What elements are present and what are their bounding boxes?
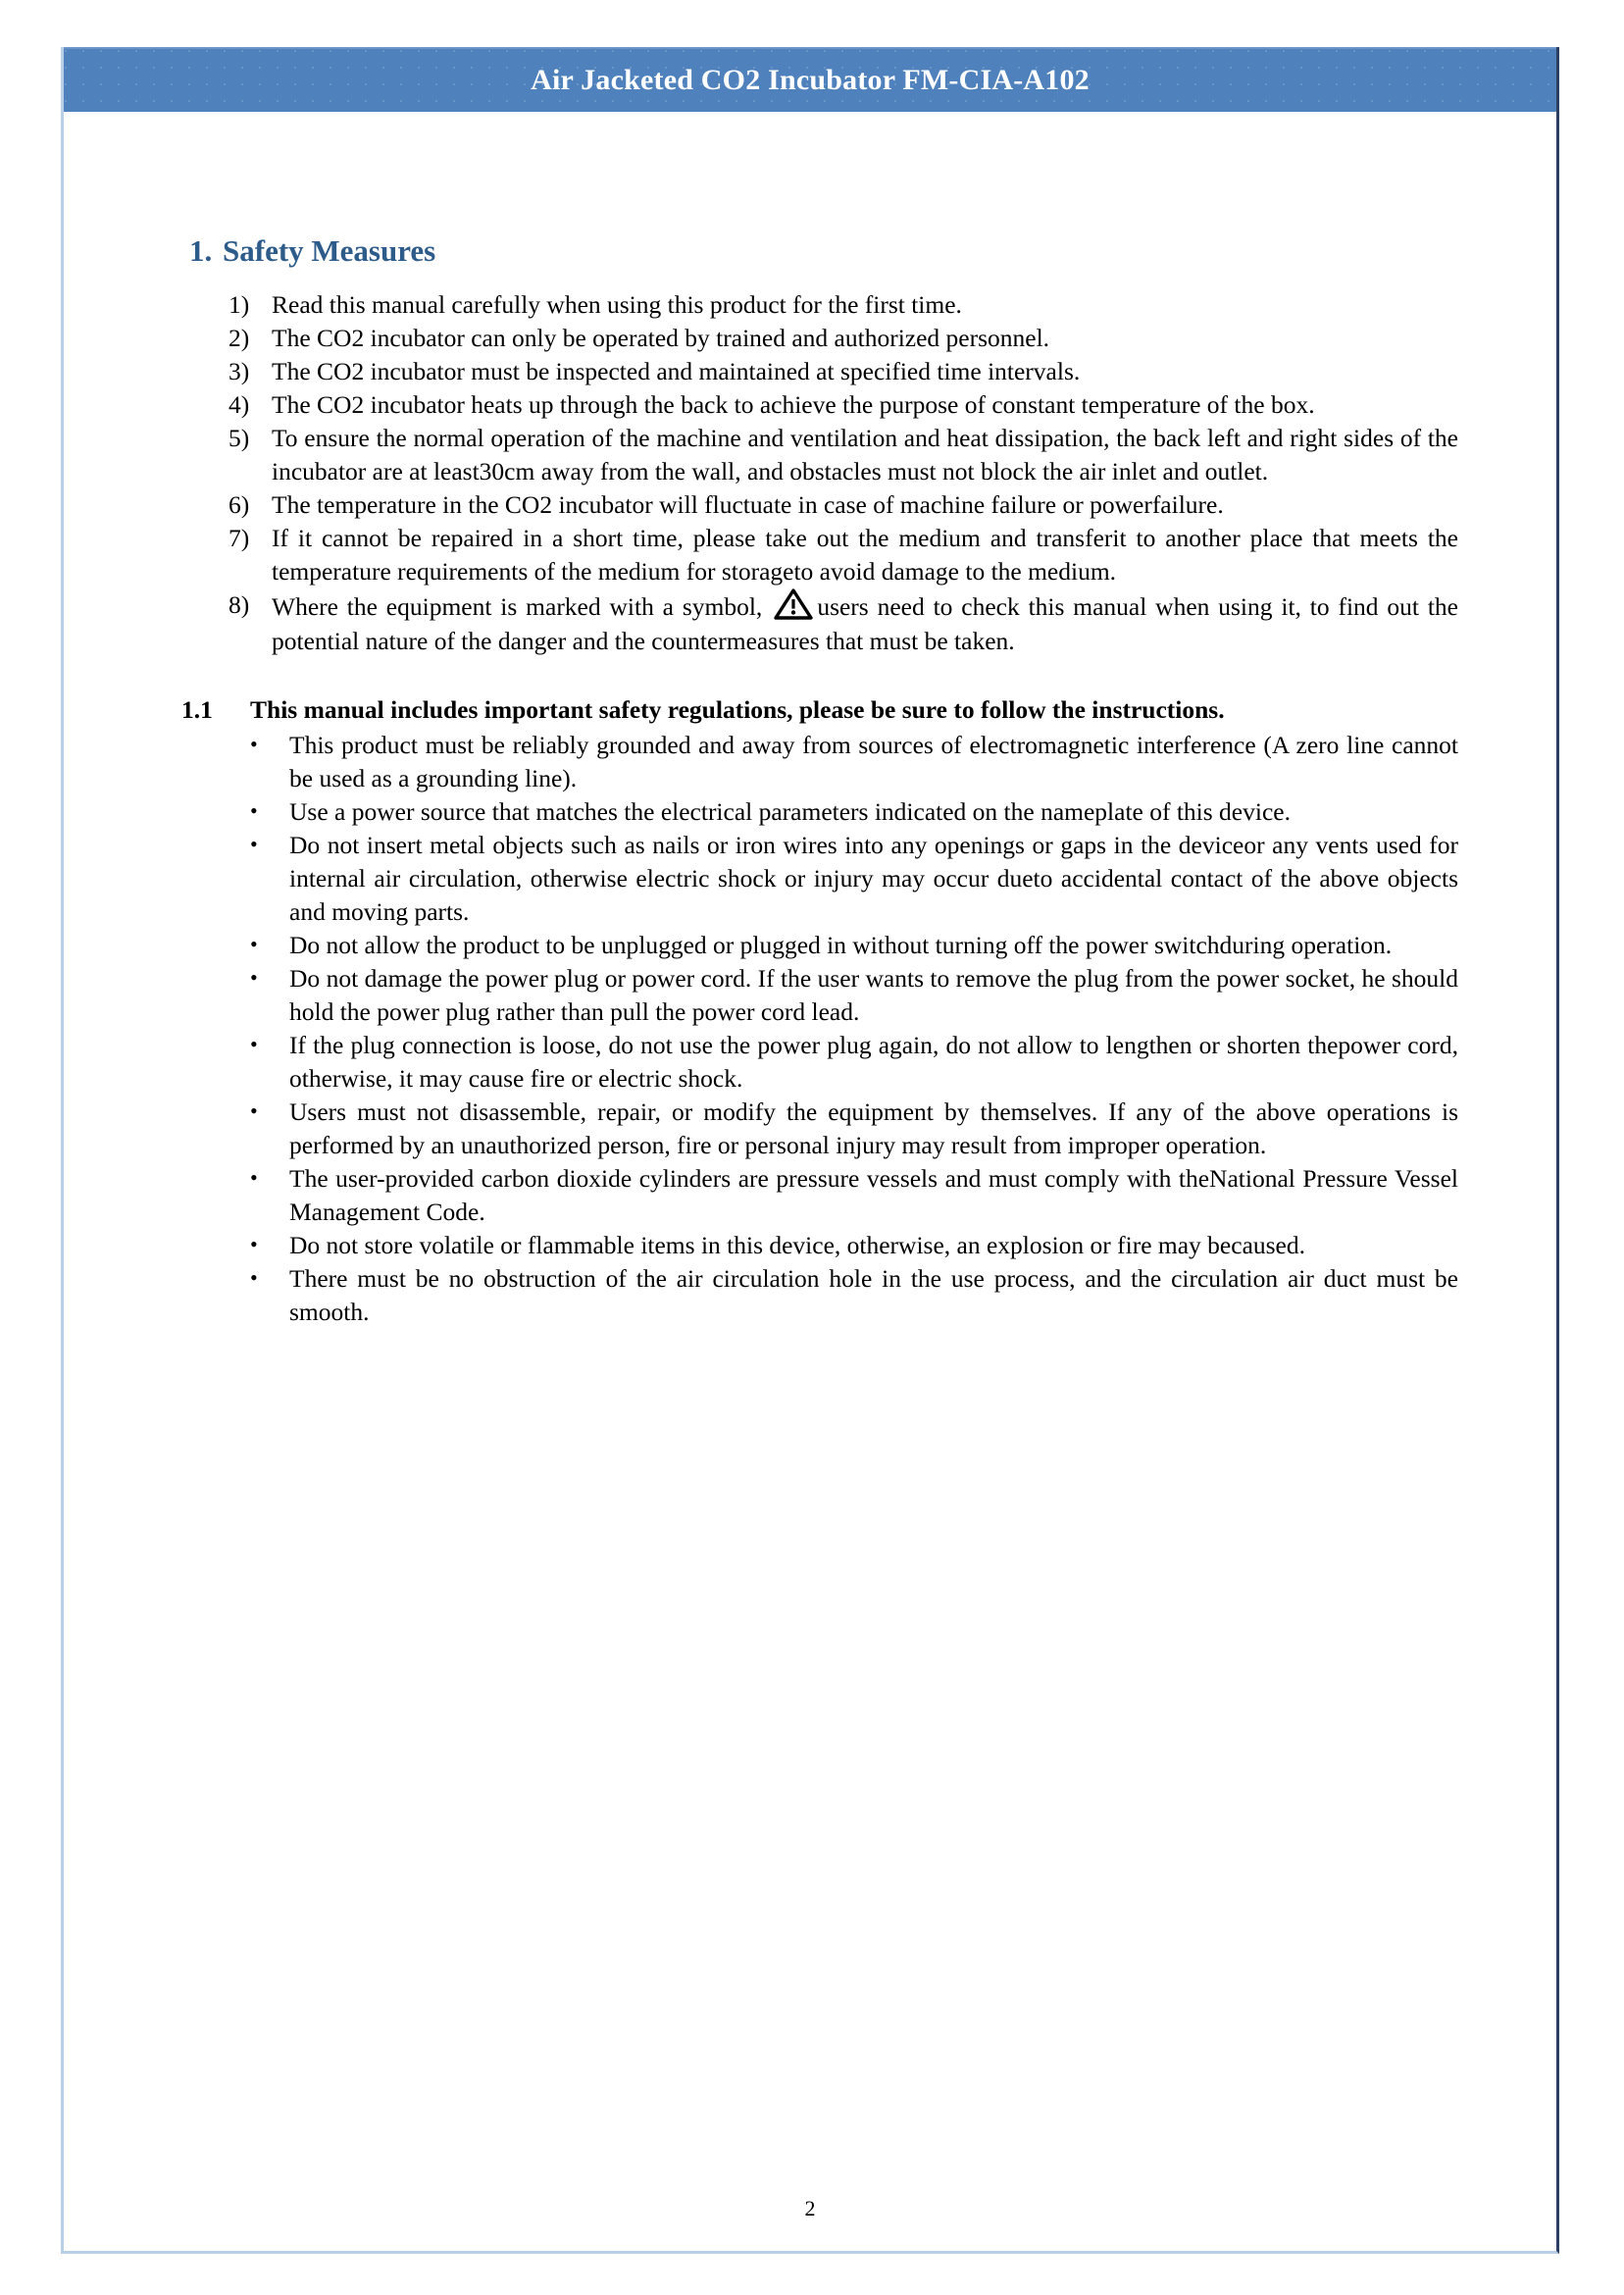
bullet-icon: • (250, 1265, 258, 1291)
list-marker: 4) (228, 390, 250, 420)
document-title: Air Jacketed CO2 Incubator FM-CIA-A102 (531, 64, 1090, 96)
list-marker: 8) (228, 590, 250, 620)
subsection-title: This manual includes important safety regulations, please be sure to follow the instructions. (250, 694, 1225, 724)
list-item-text: Users must not disassemble, repair, or modify the equipment by themselves. If any of the above operations is performed by an unauthorized person, fire or personal injury may result from improper operation. (289, 1097, 1458, 1160)
bullet-icon: • (250, 965, 258, 991)
list-item (64, 388, 1556, 422)
list-item-text: This product must be reliably grounded and away from sources of electromagnetic interference (A zero line cannot be used as a grounding line). (289, 730, 1458, 792)
safety-regulations-list (64, 729, 1556, 1330)
list-item (64, 1229, 1556, 1262)
list-item-text: Do not insert metal objects such as nails or iron wires into any openings or gaps in the deviceor any vents used for internal air circulation, otherwise electric shock or injury may occur dueto accidental contact of the above objects and moving parts. (289, 831, 1458, 927)
list-item-text: Do not damage the power plug or power cord. If the user wants to remove the plug from the power socket, he should hold the power plug rather than pull the power cord lead. (289, 964, 1458, 1027)
list-item (64, 1029, 1556, 1096)
bullet-icon: • (250, 932, 258, 957)
list-item (64, 322, 1556, 355)
list-item (64, 588, 1556, 657)
list-item-text-after-icon: users need to check this manual when using it, to find out the potential nature of the danger and the countermeasures that must be taken. (272, 592, 1458, 655)
list-item-text: To ensure the normal operation of the machine and ventilation and heat dissipation, the back left and right sides of the incubator are at least30cm away from the wall, and obstacles must not block the air inlet and outlet. (272, 424, 1458, 486)
list-marker: 2) (228, 324, 250, 353)
section-heading (64, 232, 1556, 269)
list-item (64, 488, 1556, 522)
bullet-icon: • (250, 1232, 258, 1257)
list-item-text: If it cannot be repaired in a short time, please take out the medium and transferit to another place that meets the temperature requirements of the medium for storageto avoid damage to the medium. (272, 524, 1458, 586)
list-marker: 3) (228, 357, 250, 386)
list-item-text: Read this manual carefully when using this product for the first time. (272, 290, 962, 320)
list-item-text: The CO2 incubator must be inspected and maintained at specified time intervals. (272, 357, 1081, 386)
list-item-text: The CO2 incubator can only be operated by trained and authorized personnel. (272, 324, 1050, 353)
list-item-text: The CO2 incubator heats up through the back to achieve the purpose of constant temperature of the box. (272, 390, 1315, 420)
list-item-text: Use a power source that matches the electrical parameters indicated on the nameplate of this device. (289, 797, 1291, 827)
list-item (64, 1262, 1556, 1329)
warning-triangle-icon (774, 588, 813, 620)
list-item (64, 355, 1556, 388)
list-item (64, 829, 1556, 929)
list-item-text: If the plug connection is loose, do not use the power plug again, do not allow to lengthen or shorten thepower cord, otherwise, it may cause fire or electric shock. (289, 1031, 1458, 1094)
list-marker: 1) (228, 290, 250, 320)
list-item (64, 962, 1556, 1029)
list-item-text-before-icon: Where the equipment is marked with a symbol, (272, 592, 763, 622)
list-marker: 5) (228, 424, 250, 453)
list-item (64, 288, 1556, 322)
section-title: Safety Measures (223, 233, 436, 268)
safety-measures-list (64, 288, 1556, 657)
subsection-heading (64, 693, 1556, 727)
list-item (64, 929, 1556, 962)
section-number: 1. (189, 233, 213, 268)
list-item (64, 1096, 1556, 1162)
list-marker: 7) (228, 524, 250, 553)
list-item (64, 795, 1556, 829)
list-item-text: The temperature in the CO2 incubator will fluctuate in case of machine failure or powerfailure. (272, 490, 1224, 520)
list-item-text: Do not allow the product to be unplugged or plugged in without turning off the power switchduring operation. (289, 931, 1393, 960)
list-marker: 6) (228, 490, 250, 520)
list-item (64, 729, 1556, 795)
bullet-icon: • (250, 798, 258, 824)
list-item-text: There must be no obstruction of the air circulation hole in the use process, and the circulation air duct must be smooth. (289, 1264, 1458, 1327)
bullet-icon: • (250, 1165, 258, 1191)
page-footer (64, 2196, 1556, 2221)
page-number: 2 (804, 2196, 816, 2220)
list-item-text: Do not store volatile or flammable items in this device, otherwise, an explosion or fire may becaused. (289, 1231, 1305, 1260)
page-content (64, 110, 1556, 1330)
list-item (64, 522, 1556, 588)
bullet-icon: • (250, 1098, 258, 1124)
list-item (64, 1162, 1556, 1229)
document-page (61, 47, 1559, 2254)
bullet-icon: • (250, 832, 258, 857)
bullet-icon: • (250, 731, 258, 756)
bullet-icon: • (250, 1032, 258, 1057)
page-header-banner (64, 47, 1556, 112)
list-item (64, 422, 1556, 488)
list-item-text: The user-provided carbon dioxide cylinders are pressure vessels and must comply with theNational Pressure Vessel Management Code. (289, 1164, 1458, 1227)
subsection-number: 1.1 (181, 694, 213, 724)
